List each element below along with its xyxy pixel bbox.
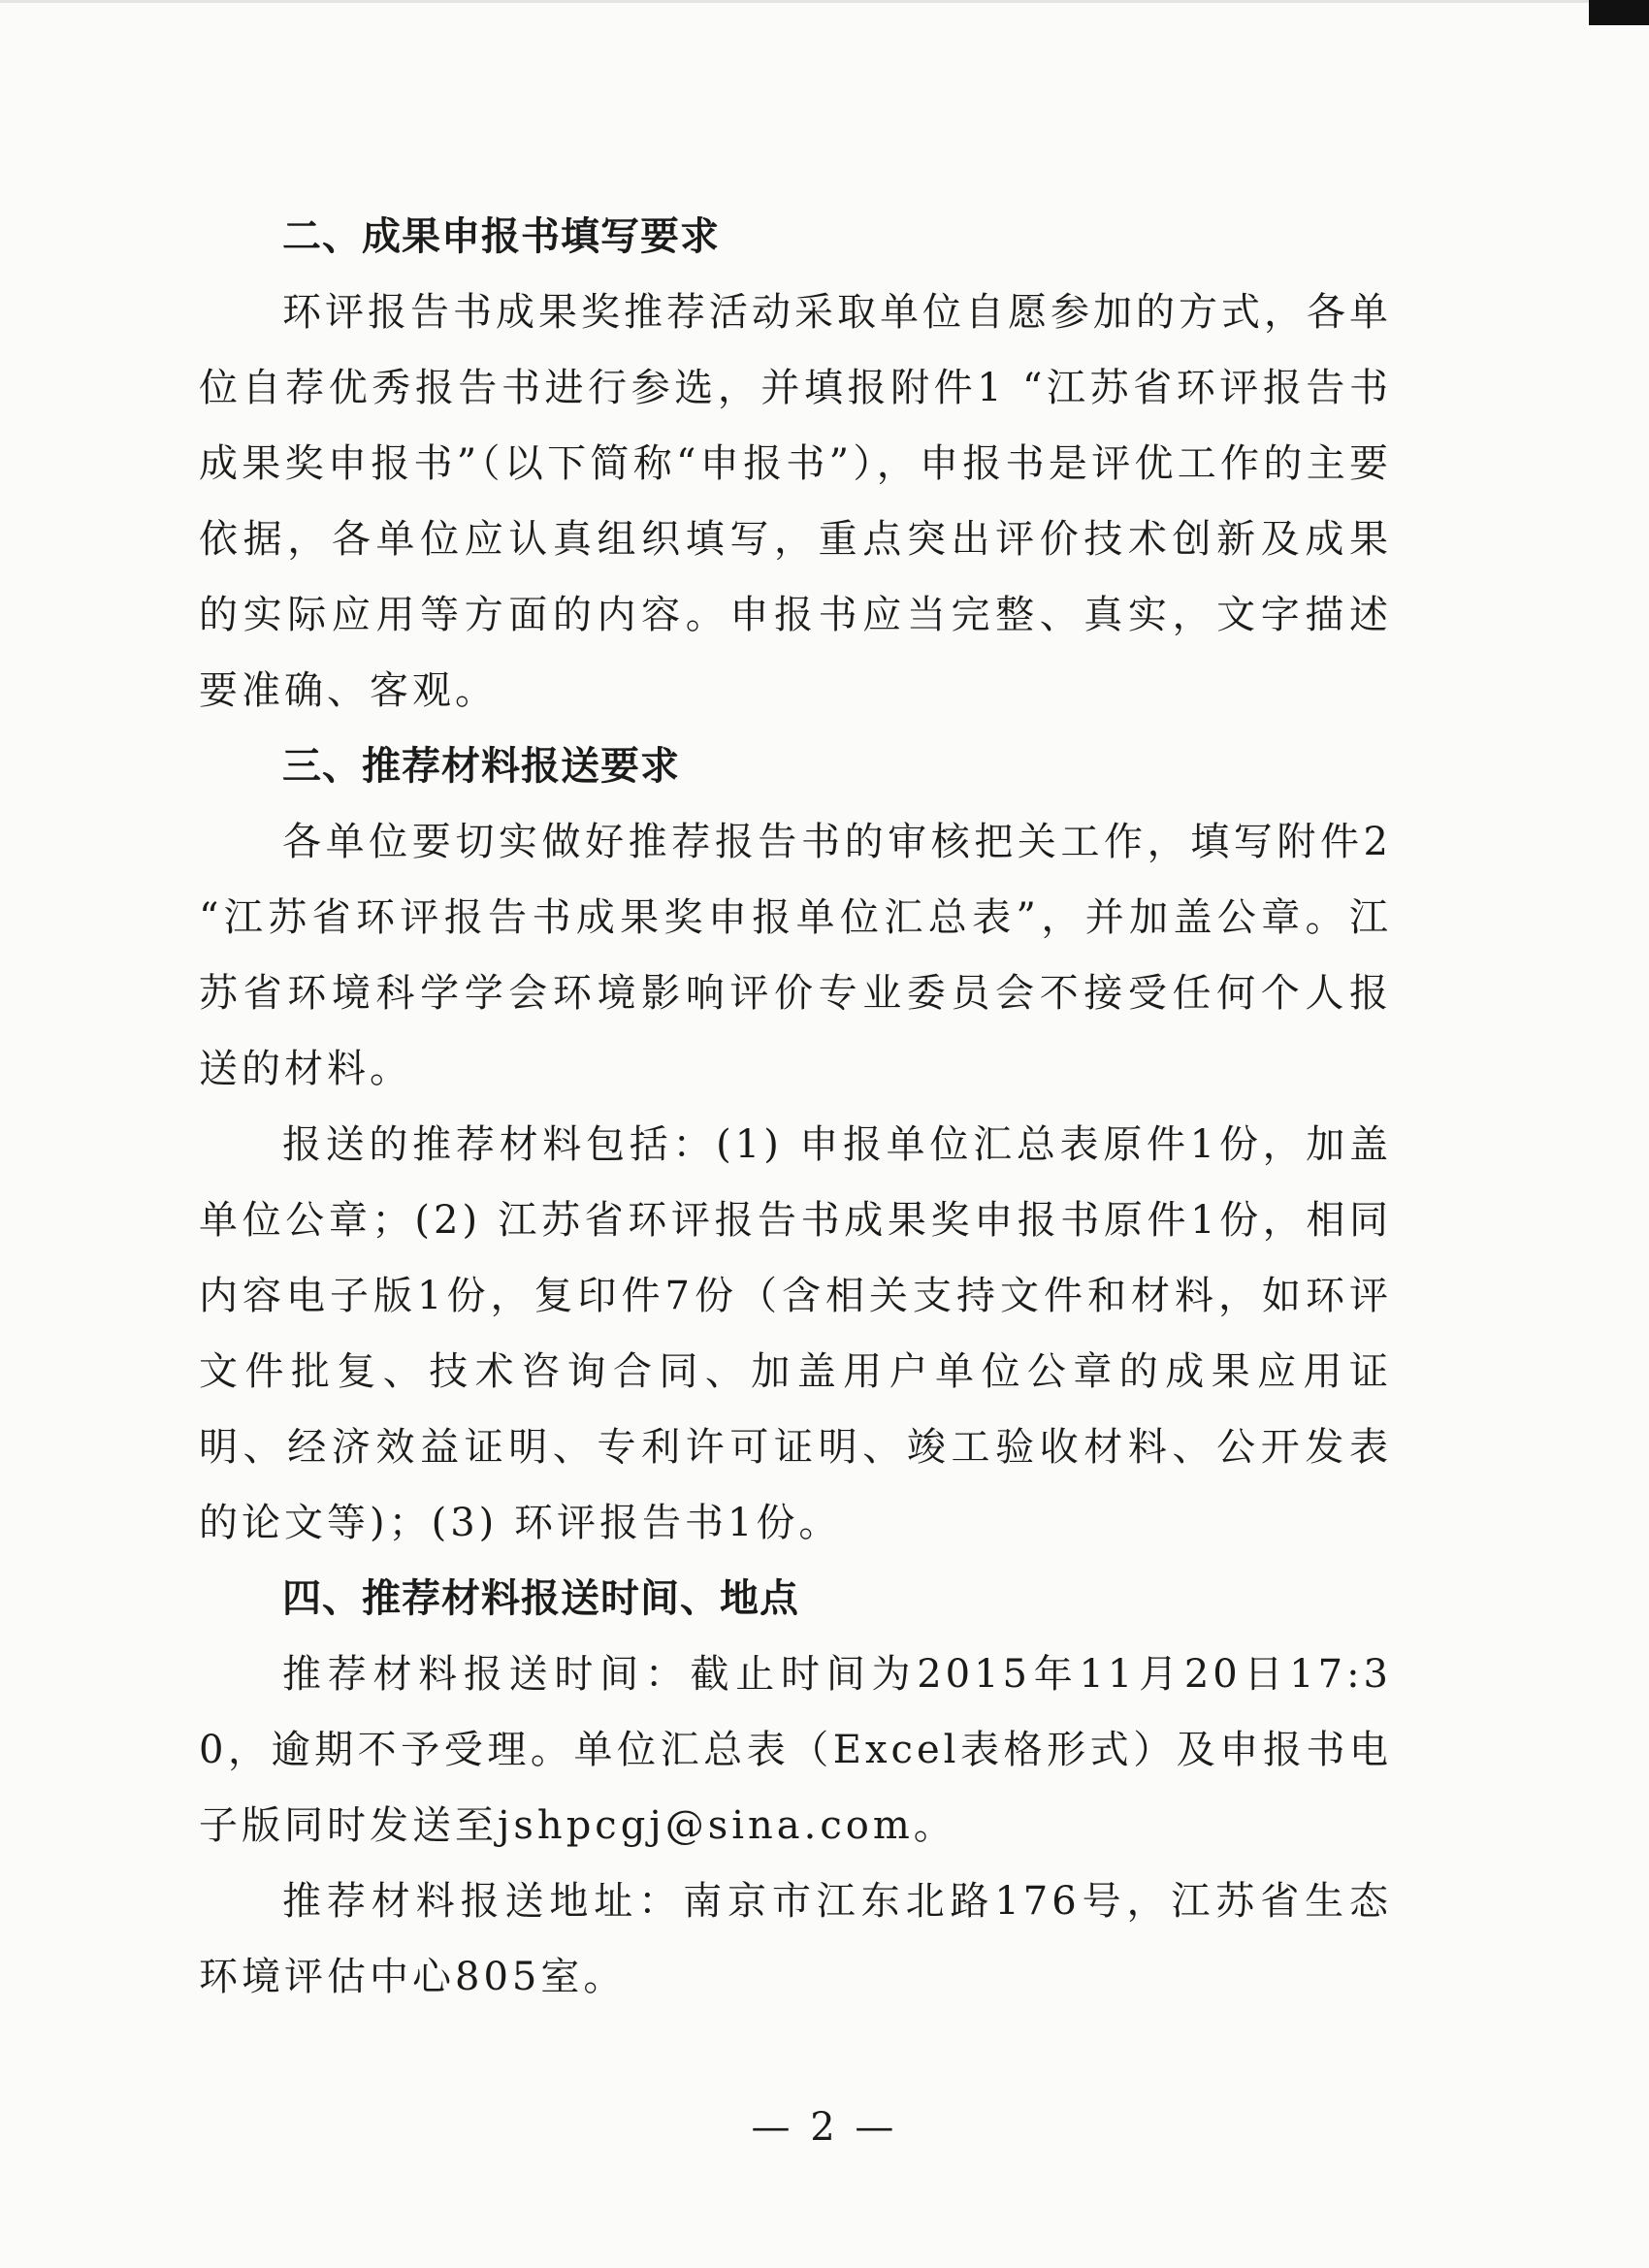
- paragraph: 推荐材料报送时间：截止时间为2015年11月20日17:30，逾期不予受理。单位汇总表（Excel表格形式）及申报书电子版同时发送至jshpcgj@sina.com。: [199, 1652, 1392, 1848]
- paragraph: 环评报告书成果奖推荐活动采取单位自愿参加的方式，各单位自荐优秀报告书进行参选，并填报附件1 “江苏省环评报告书成果奖申报书”（以下简称“申报书”），申报书是评优工作的主要依据，各单位应认真组织填写，重点突出评价技术创新及成果的实际应用等方面的内容。申报书应当完整、真实，文字描述要准确、客观。: [199, 290, 1392, 713]
- scan-top-edge: [0, 0, 1589, 3]
- paragraph: 各单位要切实做好推荐报告书的审核把关工作，填写附件2 “江苏省环评报告书成果奖申报单位汇总表”，并加盖公章。江苏省环境科学学会环境影响评价专业委员会不接受任何个人报送的材料。: [199, 820, 1392, 1091]
- section-heading-4: 四、推荐材料报送时间、地点: [282, 1576, 799, 1621]
- paragraph: 推荐材料报送地址：南京市江东北路176号，江苏省生态环境评估中心805室。: [199, 1879, 1392, 1999]
- document-body: [199, 199, 1392, 2015]
- paragraph: 报送的推荐材料包括：(1) 申报单位汇总表原件1份，加盖单位公章；(2) 江苏省环评报告书成果奖申报书原件1份，相同内容电子版1份，复印件7份（含相关支持文件和材料，如环评文件批复、技术咨询合同、加盖用户单位公章的成果应用证明、经济效益证明、专利许可证明、竣工验收材料、公开发表的论文等)；(3) 环评报告书1份。: [199, 1122, 1392, 1545]
- scan-corner-mark: [1589, 0, 1649, 25]
- section-heading-2: 二、成果申报书填写要求: [282, 214, 720, 259]
- page-number: — 2 —: [751, 2105, 898, 2150]
- section-heading-3: 三、推荐材料报送要求: [282, 744, 680, 789]
